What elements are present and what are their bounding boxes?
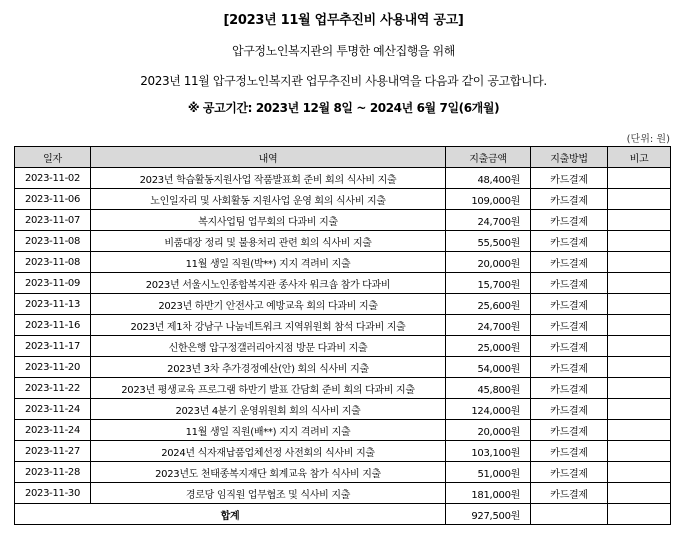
table-row — [15, 231, 671, 252]
row-date: 2023-11-06 — [15, 189, 91, 210]
table-header-row — [15, 147, 671, 168]
table-row — [15, 357, 671, 378]
row-date: 2023-11-09 — [15, 273, 91, 294]
row-amount: 54,000원 — [446, 357, 531, 378]
row-method: 카드결제 — [531, 294, 608, 315]
header-date: 일자 — [15, 147, 91, 168]
row-date: 2023-11-08 — [15, 252, 91, 273]
total-label: 합계 — [15, 504, 446, 525]
row-note — [608, 252, 671, 273]
row-method: 카드결제 — [531, 210, 608, 231]
row-note — [608, 336, 671, 357]
row-method: 카드결제 — [531, 336, 608, 357]
table-row — [15, 336, 671, 357]
row-amount: 103,100원 — [446, 441, 531, 462]
row-date: 2023-11-27 — [15, 441, 91, 462]
table-row — [15, 294, 671, 315]
row-amount: 55,500원 — [446, 231, 531, 252]
table-row — [15, 273, 671, 294]
row-description: 경로당 임직원 업무협조 및 식사비 지출 — [91, 483, 446, 504]
table-row — [15, 441, 671, 462]
notice-period: ※ 공고기간: 2023년 12월 8일 ~ 2024년 6월 7일(6개월) — [187, 101, 500, 115]
row-method: 카드결제 — [531, 378, 608, 399]
row-method: 카드결제 — [531, 189, 608, 210]
table-row — [15, 168, 671, 189]
row-method: 카드결제 — [531, 483, 608, 504]
row-description: 2024년 식자재납품업체선정 사전회의 식사비 지출 — [91, 441, 446, 462]
row-note — [608, 441, 671, 462]
row-date: 2023-11-28 — [15, 462, 91, 483]
row-method: 카드결제 — [531, 273, 608, 294]
row-note — [608, 189, 671, 210]
row-description: 2023년 서울시노인종합복지관 종사자 워크숍 참가 다과비 — [91, 273, 446, 294]
table-row — [15, 210, 671, 231]
row-date: 2023-11-20 — [15, 357, 91, 378]
row-description: 11월 생일 직원(배**) 지지 격려비 지출 — [91, 420, 446, 441]
table-row — [15, 462, 671, 483]
row-note — [608, 399, 671, 420]
row-method: 카드결제 — [531, 357, 608, 378]
total-amount: 927,500원 — [446, 504, 531, 525]
row-description: 신한은행 압구정갤러리아지점 방문 다과비 지출 — [91, 336, 446, 357]
row-date: 2023-11-07 — [15, 210, 91, 231]
row-description: 2023년 평생교육 프로그램 하반기 발표 간담회 준비 회의 다과비 지출 — [91, 378, 446, 399]
row-date: 2023-11-24 — [15, 420, 91, 441]
row-amount: 51,000원 — [446, 462, 531, 483]
row-amount: 48,400원 — [446, 168, 531, 189]
row-amount: 20,000원 — [446, 252, 531, 273]
row-note — [608, 420, 671, 441]
row-amount: 25,600원 — [446, 294, 531, 315]
row-method: 카드결제 — [531, 399, 608, 420]
expense-table — [14, 146, 671, 525]
row-date: 2023-11-02 — [15, 168, 91, 189]
row-note — [608, 168, 671, 189]
row-date: 2023-11-08 — [15, 231, 91, 252]
row-description: 2023년 하반기 안전사고 예방교육 회의 다과비 지출 — [91, 294, 446, 315]
row-note — [608, 315, 671, 336]
row-description: 복지사업팀 업무회의 다과비 지출 — [91, 210, 446, 231]
row-note — [608, 294, 671, 315]
row-amount: 24,700원 — [446, 210, 531, 231]
row-amount: 109,000원 — [446, 189, 531, 210]
row-method: 카드결제 — [531, 315, 608, 336]
row-date: 2023-11-24 — [15, 399, 91, 420]
row-note — [608, 462, 671, 483]
header-amount: 지출금액 — [446, 147, 531, 168]
table-row — [15, 315, 671, 336]
intro-line-2: 2023년 11월 압구정노인복지관 업무추진비 사용내역을 다음과 같이 공고합니다. — [140, 74, 547, 88]
table-body — [15, 168, 671, 504]
table-row — [15, 483, 671, 504]
total-note-cell — [608, 504, 671, 525]
table-row — [15, 252, 671, 273]
table-row — [15, 189, 671, 210]
row-date: 2023-11-22 — [15, 378, 91, 399]
row-method: 카드결제 — [531, 168, 608, 189]
row-date: 2023-11-30 — [15, 483, 91, 504]
row-date: 2023-11-13 — [15, 294, 91, 315]
table-row — [15, 399, 671, 420]
row-date: 2023-11-17 — [15, 336, 91, 357]
table-row — [15, 420, 671, 441]
row-date: 2023-11-16 — [15, 315, 91, 336]
row-description: 2023년도 천태종복지재단 회계교육 참가 식사비 지출 — [91, 462, 446, 483]
row-note — [608, 357, 671, 378]
row-note — [608, 378, 671, 399]
row-amount: 45,800원 — [446, 378, 531, 399]
header-note: 비고 — [608, 147, 671, 168]
header-description: 내역 — [91, 147, 446, 168]
row-note — [608, 210, 671, 231]
row-description: 11월 생일 직원(박**) 지지 격려비 지출 — [91, 252, 446, 273]
page-title: [2023년 11월 업무추진비 사용내역 공고] — [223, 13, 464, 28]
row-amount: 24,700원 — [446, 315, 531, 336]
row-description: 2023년 3차 추가경정예산(안) 회의 식사비 지출 — [91, 357, 446, 378]
row-method: 카드결제 — [531, 252, 608, 273]
row-method: 카드결제 — [531, 420, 608, 441]
row-note — [608, 483, 671, 504]
header-method: 지출방법 — [531, 147, 608, 168]
intro-line-1: 압구정노인복지관의 투명한 예산집행을 위해 — [232, 44, 455, 58]
row-note — [608, 231, 671, 252]
unit-label: (단위: 원) — [626, 134, 670, 145]
row-method: 카드결제 — [531, 231, 608, 252]
row-description: 2023년 제1차 강남구 나눔네트워크 지역위원회 참석 다과비 지출 — [91, 315, 446, 336]
row-amount: 15,700원 — [446, 273, 531, 294]
row-method: 카드결제 — [531, 441, 608, 462]
total-method-cell — [531, 504, 608, 525]
row-description: 노인일자리 및 사회활동 지원사업 운영 회의 식사비 지출 — [91, 189, 446, 210]
row-description: 비품대장 정리 및 불용처리 관련 회의 식사비 지출 — [91, 231, 446, 252]
row-method: 카드결제 — [531, 462, 608, 483]
total-row — [15, 504, 671, 525]
row-description: 2023년 4분기 운영위원회 회의 식사비 지출 — [91, 399, 446, 420]
table-row — [15, 378, 671, 399]
row-amount: 181,000원 — [446, 483, 531, 504]
row-amount: 25,000원 — [446, 336, 531, 357]
row-amount: 20,000원 — [446, 420, 531, 441]
row-description: 2023년 학습활동지원사업 작품발표회 준비 회의 식사비 지출 — [91, 168, 446, 189]
row-amount: 124,000원 — [446, 399, 531, 420]
row-note — [608, 273, 671, 294]
